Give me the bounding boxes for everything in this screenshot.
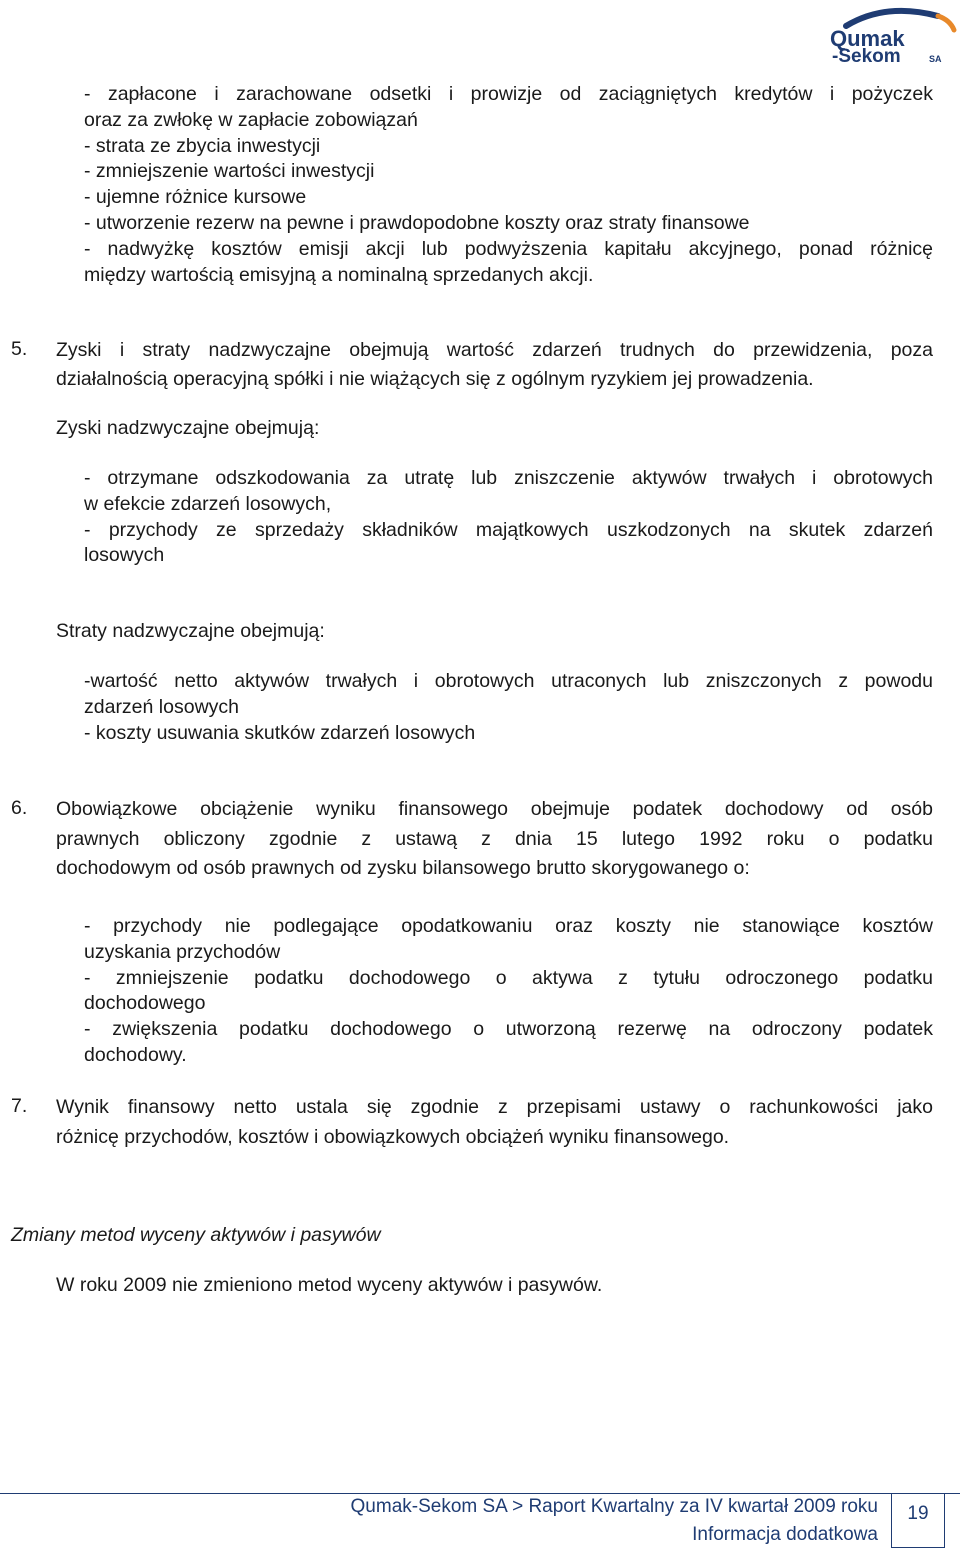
list-item: uzyskania przychodów [84, 940, 281, 963]
gains-heading: Zyski nadzwyczajne obejmują: [56, 417, 320, 439]
footer-divider [0, 1493, 960, 1494]
list-item: oraz za zwłokę w zapłacie zobowiązań [84, 108, 418, 131]
paragraph-line: Wynik finansowy netto ustala się zgodnie z przepisami ustawy o rachunkowości jako [56, 1096, 933, 1118]
list-item: w efekcie zdarzeń losowych, [84, 492, 332, 515]
list-item: zdarzeń losowych [84, 695, 239, 718]
section-heading: Zmiany metod wyceny aktywów i pasywów [11, 1224, 381, 1246]
list-item: - zmniejszenie podatku dochodowego o aktywa z tytułu odroczonego podatku [84, 966, 933, 989]
svg-text:Qumak: Qumak [830, 26, 905, 51]
footer-subtitle: Informacja dodatkowa [692, 1524, 878, 1545]
losses-list [84, 669, 933, 746]
section7-text [56, 1093, 933, 1152]
list-item: - nadwyżkę kosztów emisji akcji lub podwyższenia kapitału akcyjnego, ponad różnicę [84, 237, 933, 260]
paragraph-line: różnicę przychodów, kosztów i obowiązkowych obciążeń wyniku finansowego. [56, 1125, 730, 1148]
list-item: - utworzenie rezerw na pewne i prawdopodobne koszty oraz straty finansowe [84, 211, 750, 234]
changes-text: W roku 2009 nie zmieniono metod wyceny aktywów i pasywów. [56, 1274, 603, 1296]
list-item: - otrzymane odszkodowania za utratę lub zniszczenie aktywów trwałych i obrotowych [84, 467, 933, 489]
losses-heading: Straty nadzwyczajne obejmują: [56, 620, 325, 642]
list-item: - zmniejszenie wartości inwestycji [84, 160, 375, 183]
paragraph-line: działalnością operacyjną spółki i nie wiążących się z ogólnym ryzykiem jej prowadzenia. [56, 368, 814, 390]
page-number-box [891, 1493, 945, 1548]
gains-list [84, 466, 933, 569]
section5-intro [56, 336, 933, 394]
paragraph-line: Obowiązkowe obciążenie wyniku finansowego obejmuje podatek dochodowy od osób [56, 798, 933, 820]
paragraph-line: prawnych obliczony zgodnie z ustawą z dnia 15 lutego 1992 roku o podatku [56, 827, 933, 850]
paragraph-line: Zyski i straty nadzwyczajne obejmują wartość zdarzeń trudnych do przewidzenia, poza [56, 339, 933, 361]
section-number: 6. [11, 797, 28, 819]
list-item: między wartością emisyjną a nominalną sprzedanych akcji. [84, 263, 594, 286]
section-number: 7. [11, 1095, 28, 1117]
page-number: 19 [907, 1503, 929, 1524]
svg-text:-Sekom: -Sekom [832, 46, 901, 66]
list-item: losowych [84, 544, 165, 567]
list-item: dochodowy. [84, 1043, 187, 1066]
list-item: - zapłacone i zarachowane odsetki i prowizje od zaciągniętych kredytów i pożyczek [84, 83, 933, 105]
top-list [84, 82, 933, 288]
list-item: -wartość netto aktywów trwałych i obrotowych utraconych lub zniszczonych z powodu [84, 670, 933, 692]
list-item: - zwiększenia podatku dochodowego o utworzoną rezerwę na odroczony podatek [84, 1018, 933, 1041]
list-item: dochodowego [84, 992, 206, 1015]
footer-title: Qumak-Sekom SA > Raport Kwartalny za IV kwartał 2009 roku [350, 1496, 878, 1517]
paragraph-line: dochodowym od osób prawnych od zysku bilansowego brutto skorygowanego o: [56, 857, 750, 879]
list-item: - koszty usuwania skutków zdarzeń losowych [84, 721, 476, 744]
list-item: - przychody nie podlegające opodatkowaniu oraz koszty nie stanowiące kosztów [84, 915, 933, 937]
section-number: 5. [11, 338, 28, 360]
list-item: - przychody ze sprzedaży składników majątkowych uszkodzonych na skutek zdarzeń [84, 518, 933, 541]
list-item: - strata ze zbycia inwestycji [84, 134, 321, 157]
section6-list [84, 914, 933, 1069]
company-logo [826, 6, 958, 66]
svg-text:SA: SA [929, 54, 942, 64]
section6-intro [56, 795, 933, 884]
list-item: - ujemne różnice kursowe [84, 186, 307, 209]
